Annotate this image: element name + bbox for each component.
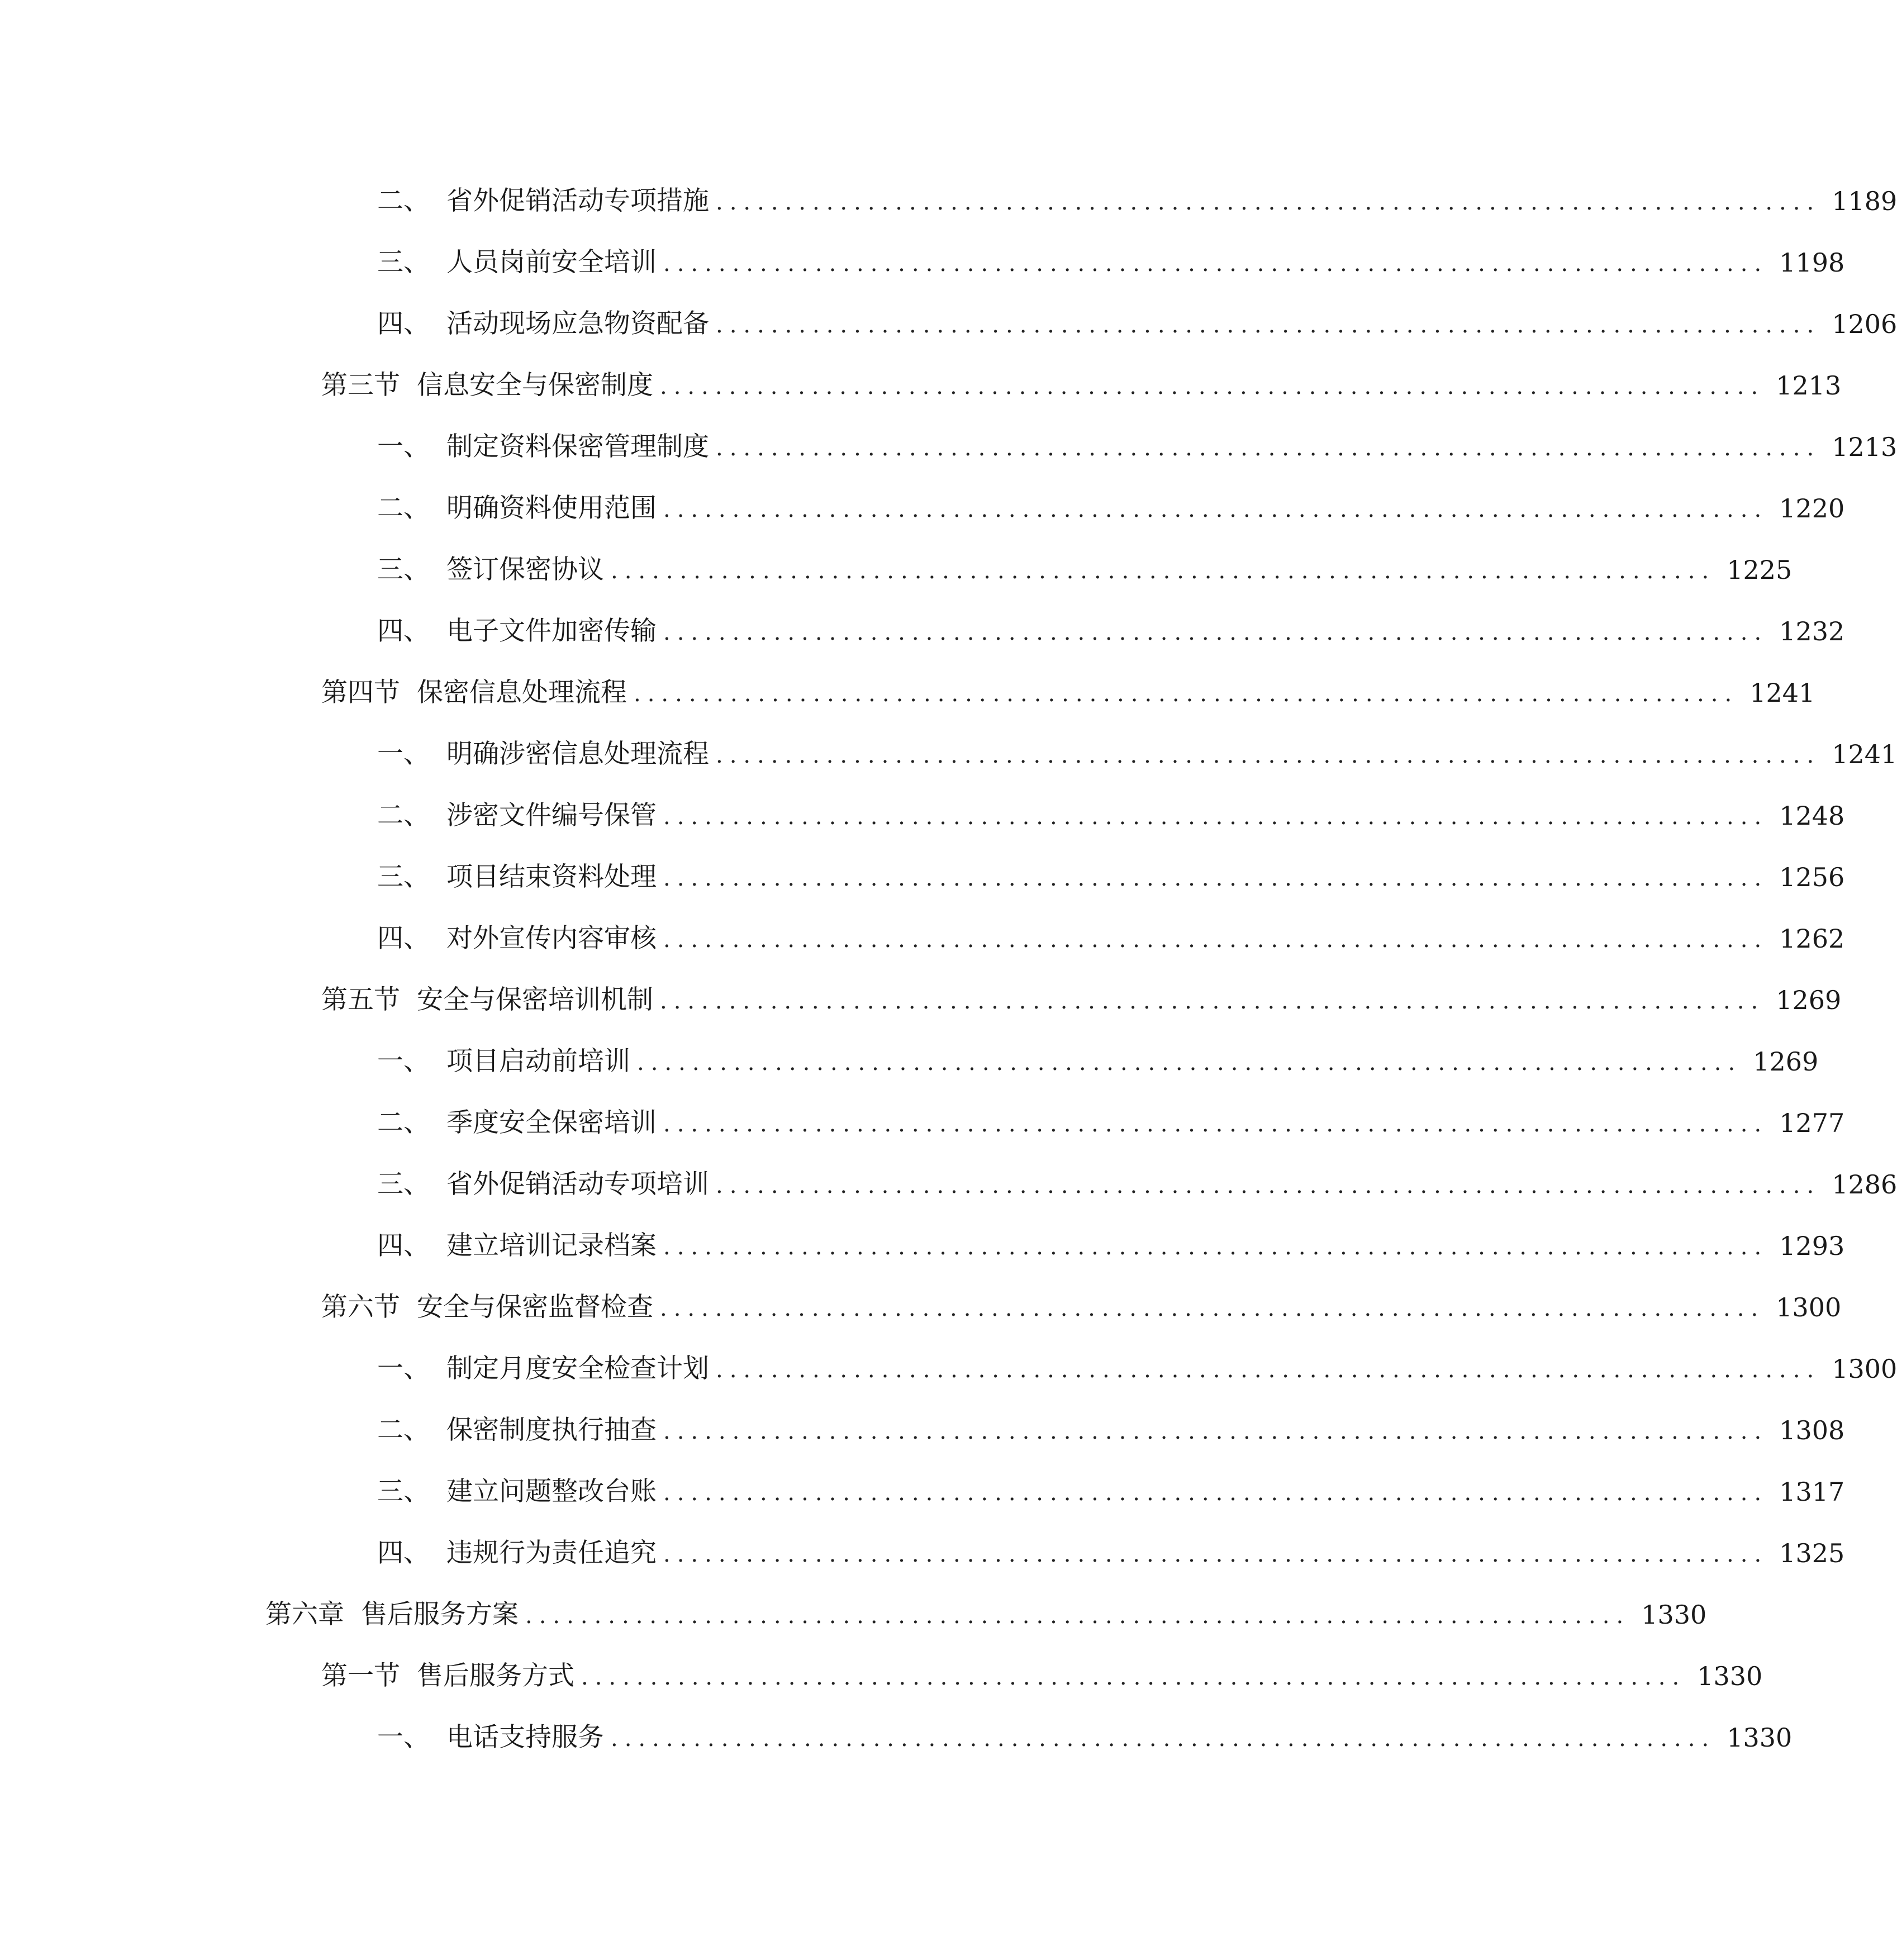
toc-dot-leader: ................................................................................ xyxy=(663,1419,1768,1444)
toc-entry-page: 1269 xyxy=(1753,1046,1819,1077)
toc-entry-number: 第六章 xyxy=(265,1599,344,1630)
toc-entry-title: 涉密文件编号保管 xyxy=(446,800,657,831)
toc-entry-page: 1330 xyxy=(1641,1600,1707,1630)
toc-dot-leader: ................................................................................ xyxy=(634,681,1739,707)
toc-entry[interactable] xyxy=(377,1218,1845,1263)
toc-entry-title: 明确资料使用范围 xyxy=(446,493,657,524)
toc-dot-leader: ................................................................................ xyxy=(716,435,1821,461)
toc-entry-title: 项目结束资料处理 xyxy=(446,862,657,892)
toc-entry-title: 制定月度安全检查计划 xyxy=(446,1353,709,1384)
toc-entry-page: 1330 xyxy=(1727,1723,1793,1753)
toc-dot-leader: ................................................................................ xyxy=(663,620,1768,645)
toc-entry[interactable] xyxy=(377,173,1897,218)
toc-entry-title: 违规行为责任追究 xyxy=(446,1538,657,1568)
toc-dot-leader: ................................................................................ xyxy=(663,927,1768,953)
toc-entry-title: 省外促销活动专项措施 xyxy=(446,185,709,216)
toc-entry-title: 省外促销活动专项培训 xyxy=(446,1169,709,1200)
toc-entry-page: 1213 xyxy=(1832,432,1897,462)
toc-entry[interactable] xyxy=(377,1710,1793,1754)
toc-entry[interactable] xyxy=(377,911,1845,955)
toc-entry-page: 1189 xyxy=(1832,186,1897,216)
toc-entry-title: 安全与保密监督检查 xyxy=(417,1292,653,1322)
toc-dot-leader: ................................................................................ xyxy=(663,251,1768,277)
toc-entry-page: 1308 xyxy=(1779,1415,1845,1445)
toc-entry-number: 四、 xyxy=(377,1230,430,1261)
toc-entry-page: 1220 xyxy=(1779,493,1845,524)
toc-dot-leader: ................................................................................ xyxy=(663,865,1768,891)
toc-entry[interactable] xyxy=(377,481,1845,525)
toc-entry[interactable] xyxy=(377,1525,1845,1570)
toc-entry-title: 售后服务方案 xyxy=(361,1599,519,1630)
toc-entry-page: 1269 xyxy=(1776,985,1842,1015)
toc-entry-title: 明确涉密信息处理流程 xyxy=(446,739,709,769)
toc-entry[interactable] xyxy=(377,419,1897,464)
toc-entry-number: 三、 xyxy=(377,554,430,585)
toc-dot-leader: ................................................................................ xyxy=(525,1603,1630,1629)
toc-dot-leader: ................................................................................ xyxy=(660,988,1765,1014)
toc-entry[interactable] xyxy=(377,1464,1845,1509)
toc-entry-number: 一、 xyxy=(377,739,430,769)
toc-dot-leader: ................................................................................ xyxy=(660,1296,1765,1321)
toc-entry-page: 1198 xyxy=(1779,248,1845,278)
toc-entry-title: 建立问题整改台账 xyxy=(446,1476,657,1507)
toc-entry-number: 四、 xyxy=(377,308,430,339)
toc-entry-title: 人员岗前安全培训 xyxy=(446,247,657,278)
toc-entry-page: 1300 xyxy=(1832,1354,1897,1384)
toc-dot-leader: ................................................................................ xyxy=(663,804,1768,830)
toc-entry-page: 1225 xyxy=(1727,555,1793,585)
toc-entry-page: 1232 xyxy=(1779,616,1845,646)
toc-entry-number: 一、 xyxy=(377,1046,430,1077)
toc-dot-leader: ................................................................................ xyxy=(663,1234,1768,1260)
toc-entry-page: 1300 xyxy=(1776,1292,1842,1322)
toc-entry-page: 1277 xyxy=(1779,1108,1845,1138)
toc-entry-page: 1241 xyxy=(1832,739,1897,769)
toc-entry-page: 1325 xyxy=(1779,1538,1845,1568)
toc-entry[interactable] xyxy=(377,1157,1897,1201)
toc-dot-leader: ................................................................................ xyxy=(663,1480,1768,1506)
toc-entry-number: 二、 xyxy=(377,493,430,524)
toc-entry-title: 活动现场应急物资配备 xyxy=(446,308,709,339)
toc-entry-title: 售后服务方式 xyxy=(417,1661,574,1691)
toc-entry[interactable] xyxy=(377,542,1793,587)
toc-entry[interactable] xyxy=(377,788,1845,832)
toc-dot-leader: ................................................................................ xyxy=(716,1173,1821,1198)
toc-entry-title: 签订保密协议 xyxy=(446,554,604,585)
toc-entry-section[interactable] xyxy=(321,358,1842,402)
toc-dot-leader: ................................................................................ xyxy=(716,189,1821,215)
toc-entry-page: 1213 xyxy=(1776,370,1842,401)
toc-entry[interactable] xyxy=(377,1034,1819,1078)
toc-entry-title: 信息安全与保密制度 xyxy=(417,370,653,401)
toc-entry-page: 1206 xyxy=(1832,309,1897,339)
toc-entry-title: 季度安全保密培训 xyxy=(446,1107,657,1138)
toc-entry-title: 对外宣传内容审核 xyxy=(446,923,657,954)
toc-dot-leader: ................................................................................ xyxy=(637,1050,1742,1076)
toc-entry-title: 安全与保密培训机制 xyxy=(417,984,653,1015)
toc-entry-number: 一、 xyxy=(377,1353,430,1384)
toc-dot-leader: ................................................................................ xyxy=(716,312,1821,338)
toc-entry-number: 第三节 xyxy=(321,370,400,401)
toc-entry[interactable] xyxy=(377,1095,1845,1140)
toc-dot-leader: ................................................................................ xyxy=(663,497,1768,522)
toc-entry[interactable] xyxy=(377,296,1897,341)
toc-dot-leader: ................................................................................ xyxy=(660,374,1765,399)
toc-entry-page: 1293 xyxy=(1779,1231,1845,1261)
toc-entry-number: 第四节 xyxy=(321,677,400,708)
toc-entry-number: 四、 xyxy=(377,616,430,646)
toc-entry-number: 三、 xyxy=(377,1169,430,1200)
toc-entry-page: 1241 xyxy=(1749,678,1815,708)
toc-dot-leader: ................................................................................ xyxy=(581,1664,1686,1690)
toc-dot-leader: ................................................................................ xyxy=(663,1542,1768,1567)
toc-entry-number: 三、 xyxy=(377,1476,430,1507)
toc-entry-title: 制定资料保密管理制度 xyxy=(446,431,709,462)
toc-entry-title: 建立培训记录档案 xyxy=(446,1230,657,1261)
toc-entry-number: 四、 xyxy=(377,923,430,954)
toc-entry[interactable] xyxy=(377,603,1845,648)
toc-entry-title: 保密信息处理流程 xyxy=(417,677,627,708)
toc-entry-title: 电话支持服务 xyxy=(446,1722,604,1753)
toc-entry-number: 第五节 xyxy=(321,984,400,1015)
toc-entry-title: 项目启动前培训 xyxy=(446,1046,630,1077)
toc-entry-number: 二、 xyxy=(377,1415,430,1445)
toc-entry-number: 第一节 xyxy=(321,1661,400,1691)
toc-entry-number: 四、 xyxy=(377,1538,430,1568)
toc-entry-section[interactable] xyxy=(321,1279,1842,1324)
toc-entry-number: 第六节 xyxy=(321,1292,400,1322)
toc-entry-chapter[interactable] xyxy=(265,1587,1707,1631)
toc-dot-leader: ................................................................................ xyxy=(716,743,1821,768)
toc-entry-number: 三、 xyxy=(377,247,430,278)
toc-entry[interactable] xyxy=(377,849,1845,894)
toc-entry-section[interactable] xyxy=(321,972,1842,1017)
toc-entry[interactable] xyxy=(377,1402,1845,1447)
toc-dot-leader: ................................................................................ xyxy=(611,1726,1716,1752)
toc-entry-page: 1256 xyxy=(1779,862,1845,892)
toc-entry-title: 电子文件加密传输 xyxy=(446,616,657,646)
toc-entry-number: 一、 xyxy=(377,1722,430,1753)
toc-entry-page: 1248 xyxy=(1779,801,1845,831)
toc-entry-page: 1286 xyxy=(1832,1169,1897,1200)
toc-entry-section[interactable] xyxy=(321,1648,1763,1693)
toc-dot-leader: ................................................................................ xyxy=(663,1111,1768,1137)
toc-entry[interactable] xyxy=(377,1341,1897,1386)
toc-entry-title: 保密制度执行抽查 xyxy=(446,1415,657,1445)
toc-entry-number: 二、 xyxy=(377,1107,430,1138)
toc-entry-page: 1317 xyxy=(1779,1477,1845,1507)
toc-entry-section[interactable] xyxy=(321,665,1815,710)
toc-entry-number: 一、 xyxy=(377,431,430,462)
toc-entry-page: 1330 xyxy=(1697,1661,1763,1691)
toc-entry-number: 二、 xyxy=(377,185,430,216)
toc-dot-leader: ................................................................................ xyxy=(611,558,1716,584)
toc-entry[interactable] xyxy=(377,235,1845,279)
toc-entry-number: 二、 xyxy=(377,800,430,831)
toc-entry-number: 三、 xyxy=(377,862,430,892)
toc-entry[interactable] xyxy=(377,726,1897,771)
toc-entry-page: 1262 xyxy=(1779,924,1845,954)
toc-dot-leader: ................................................................................ xyxy=(716,1357,1821,1383)
